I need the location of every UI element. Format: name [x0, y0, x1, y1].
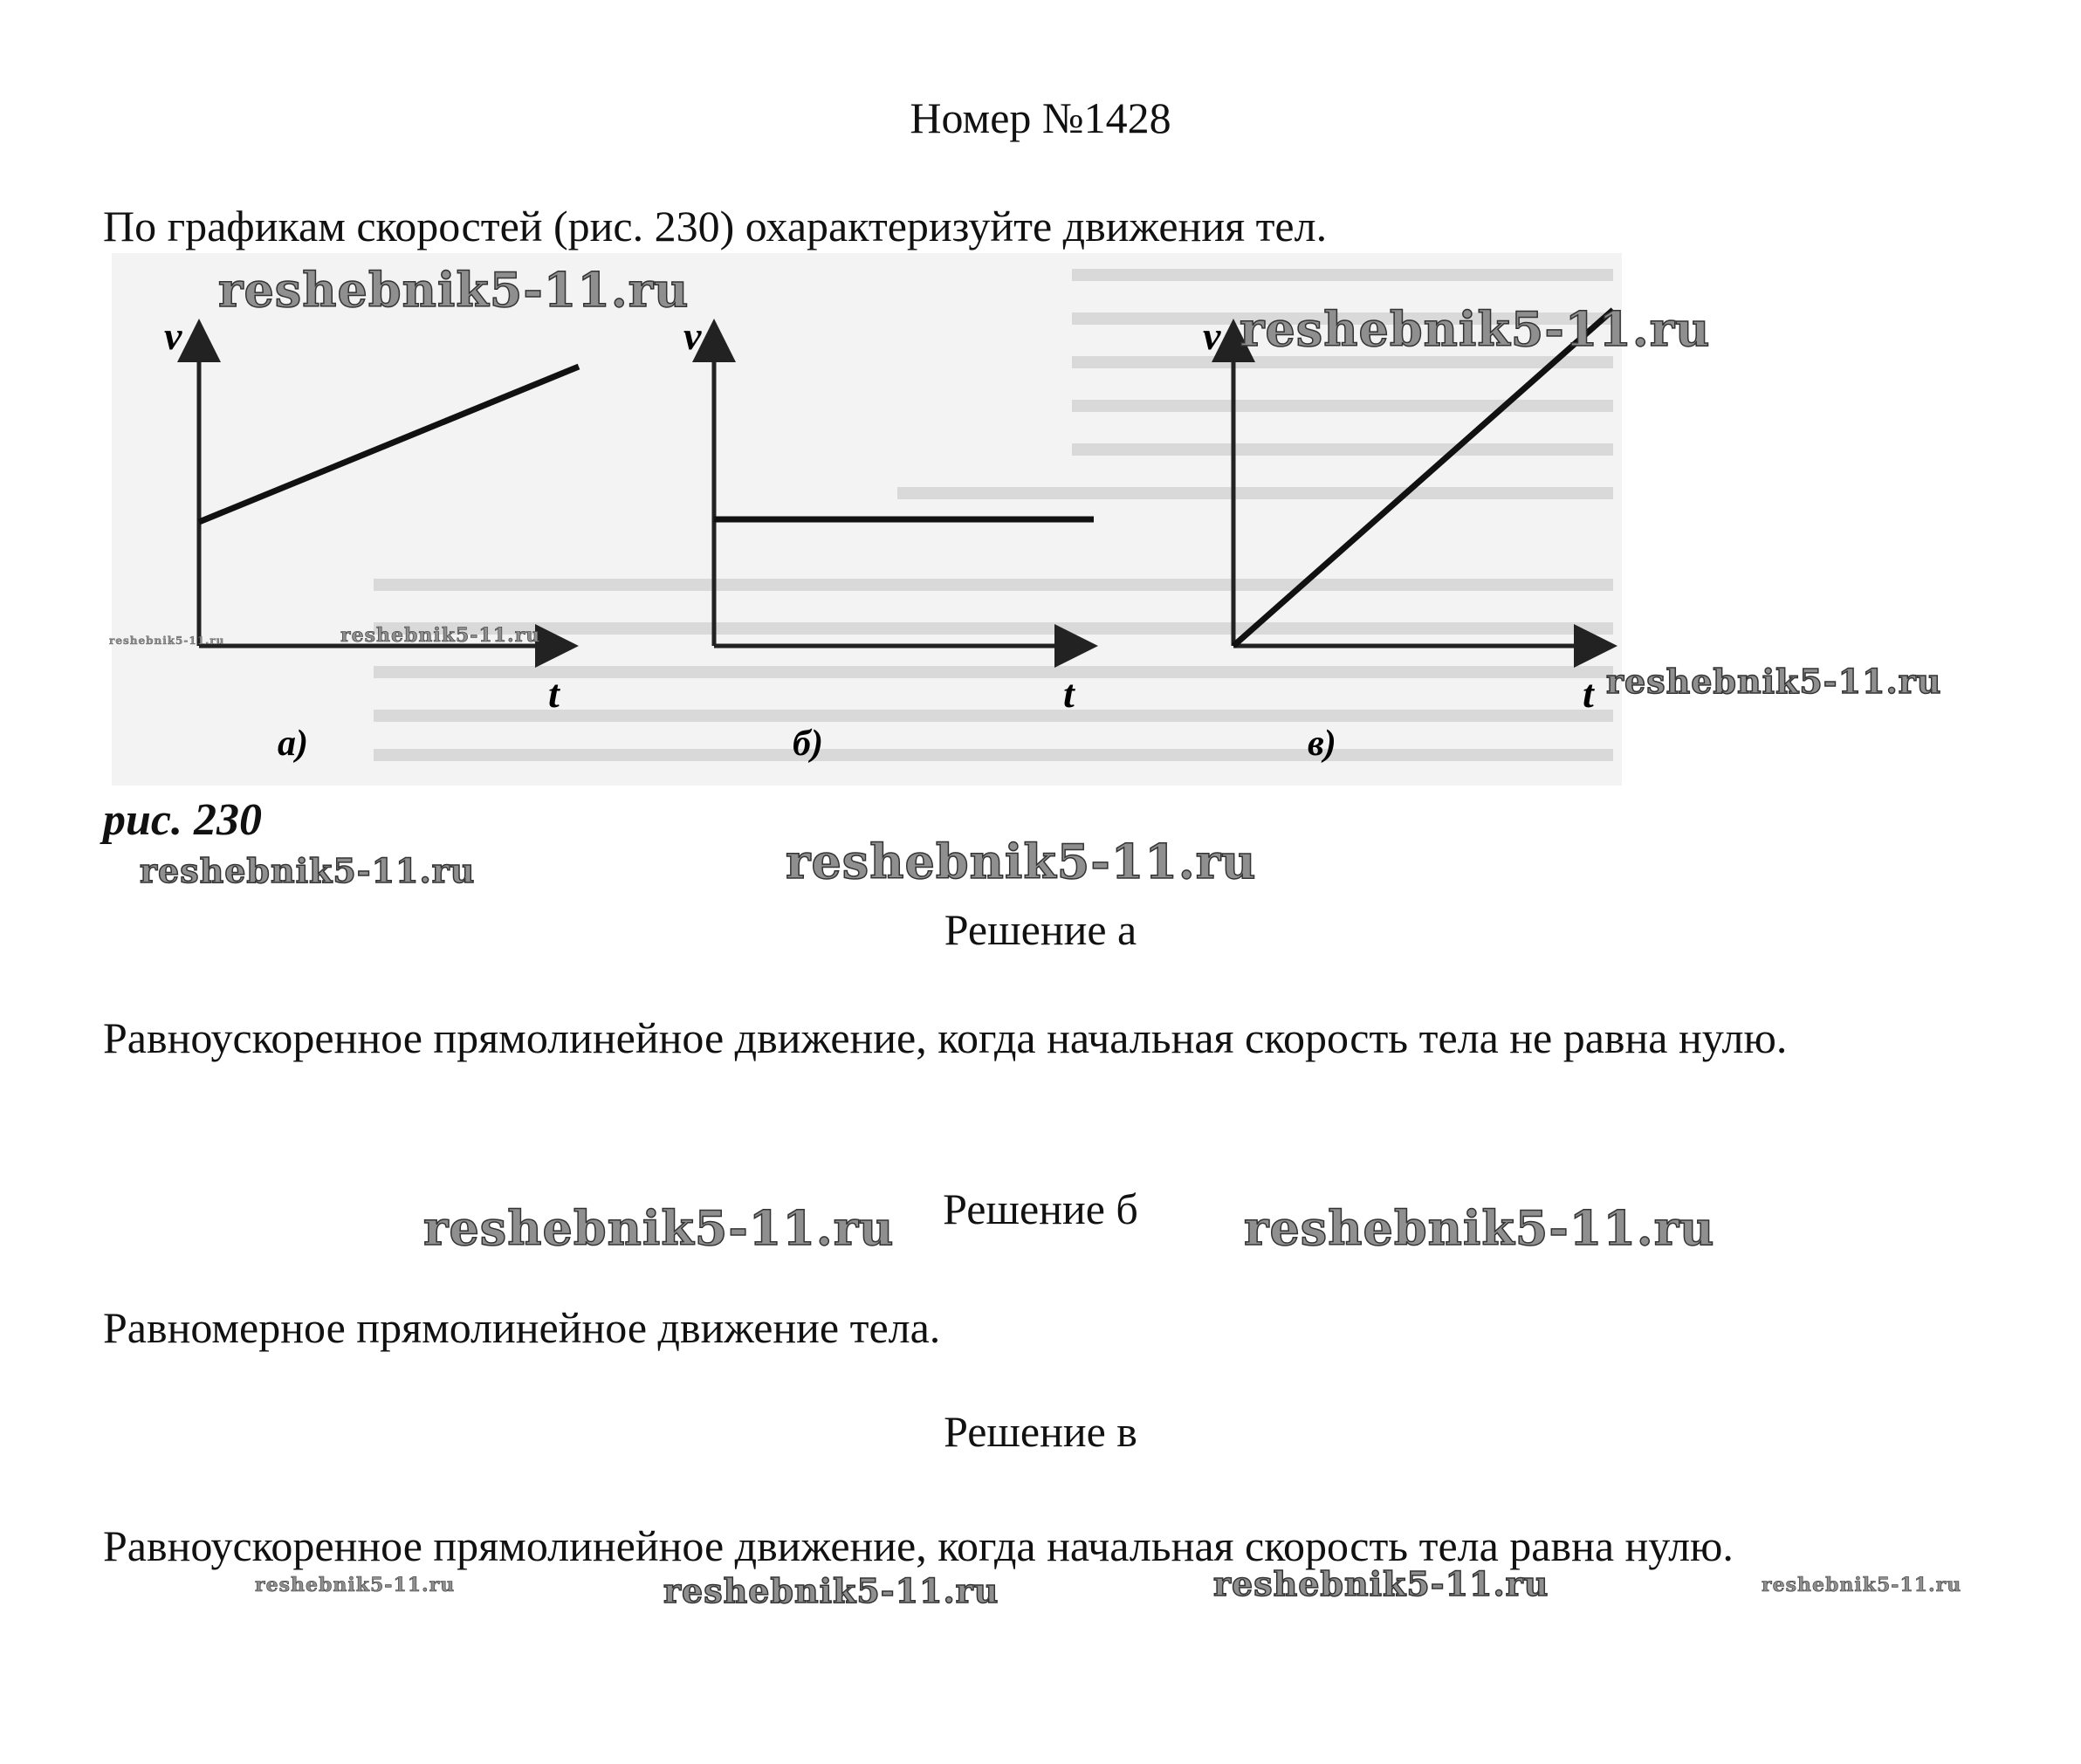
panel-label-a: а)	[278, 724, 308, 764]
panel-label-b: б)	[793, 724, 823, 764]
watermark: reshebnik5-11.ru	[1240, 301, 1711, 357]
solution-a-heading: Решение а	[944, 905, 1137, 954]
watermark: reshebnik5-11.ru	[218, 262, 690, 318]
watermark: reshebnik5-11.ru	[109, 635, 225, 647]
v-label-b: v	[683, 313, 702, 358]
watermark: reshebnik5-11.ru	[663, 1571, 999, 1610]
question-text: По графикам скоростей (рис. 230) охарактеризуйте движения тел.	[103, 202, 1328, 251]
solution-c-heading: Решение в	[944, 1407, 1137, 1456]
watermark: reshebnik5-11.ru	[423, 1200, 895, 1256]
watermark: reshebnik5-11.ru	[1213, 1564, 1549, 1603]
v-label-a: v	[164, 313, 182, 358]
t-label-b: t	[1063, 671, 1075, 716]
watermark: reshebnik5-11.ru	[340, 624, 541, 647]
watermark: reshebnik5-11.ru	[255, 1574, 456, 1596]
page-title: Номер №1428	[910, 93, 1171, 142]
v-label-c: v	[1203, 313, 1221, 358]
figure-caption: рис. 230	[103, 795, 262, 845]
watermark: reshebnik5-11.ru	[1244, 1200, 1715, 1256]
t-label-c: t	[1583, 671, 1594, 716]
solution-c-text: Равноускоренное прямолинейное движение, когда начальная скорость тела равна нулю.	[103, 1521, 1734, 1570]
panel-label-c: в)	[1308, 724, 1336, 764]
t-label-a: t	[548, 671, 560, 716]
solution-b-heading: Решение б	[943, 1184, 1138, 1233]
watermark: reshebnik5-11.ru	[140, 851, 476, 890]
solution-b-text: Равномерное прямолинейное движение тела.	[103, 1303, 941, 1352]
watermark: reshebnik5-11.ru	[1762, 1574, 1962, 1596]
watermark: reshebnik5-11.ru	[1606, 662, 1942, 701]
watermark: reshebnik5-11.ru	[786, 834, 1257, 889]
solution-a-text: Равноускоренное прямолинейное движение, когда начальная скорость тела не равна нулю.	[103, 1013, 1788, 1062]
